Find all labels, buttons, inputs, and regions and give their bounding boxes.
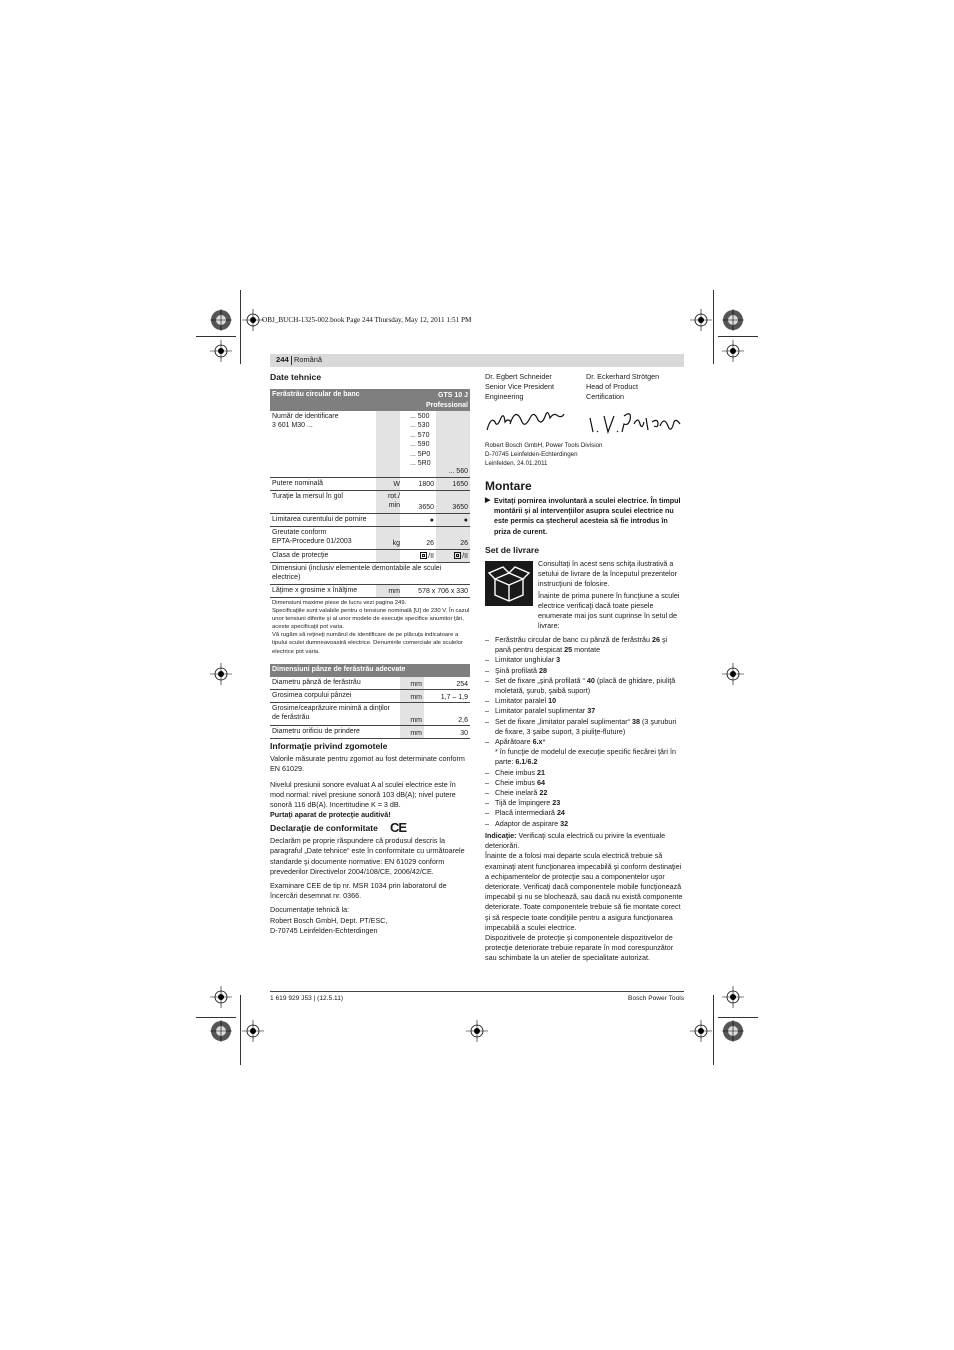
page-footer bbox=[270, 991, 684, 1002]
noise-paragraph: Nivelul presiunii sonore evaluat A al sculei electrice este în mod normal: nivel presiune sonoră 103 dB(A); nivel putere sonoră 116 dB(A). Incertitudine K = 3 dB. bbox=[270, 779, 456, 810]
list-item: – Placă intermediară 24 bbox=[485, 808, 684, 818]
trim-line bbox=[196, 1017, 236, 1018]
crosshair-mark bbox=[242, 1020, 264, 1042]
blade-dimension-value: 30 bbox=[460, 730, 468, 737]
spec-value: 3650 bbox=[452, 503, 468, 511]
signatory-1: Dr. Egbert Schneider Senior Vice President Engineering bbox=[485, 372, 554, 402]
mounting-heading: Montare bbox=[485, 479, 532, 493]
page-header bbox=[270, 354, 684, 367]
spec-row bbox=[270, 491, 470, 514]
spec-table bbox=[270, 389, 470, 656]
blade-dimension-label: Diametru pânză de ferăstrău bbox=[272, 679, 361, 686]
crosshair-mark bbox=[690, 309, 712, 331]
trim-line bbox=[718, 336, 758, 337]
header-language: Română bbox=[294, 355, 322, 364]
protection-class-icon bbox=[454, 552, 461, 559]
blade-dimension-row bbox=[270, 677, 470, 690]
spec-label: Limitarea curentului de pornire bbox=[272, 516, 367, 523]
unit-column-shade bbox=[376, 411, 400, 477]
registration-mark bbox=[722, 1020, 744, 1042]
spec-value: /II bbox=[428, 552, 434, 560]
spec-label: Dimensiuni (inclusiv elementele demontabile ale sculei electrice) bbox=[272, 565, 442, 582]
spec-label: Clasa de protecţie bbox=[272, 552, 329, 559]
blade-dimension-unit: mm bbox=[410, 681, 422, 688]
list-item: – Şină profilată 28 bbox=[485, 666, 684, 676]
spec-model: GTS 10 J Professional bbox=[425, 392, 468, 409]
crosshair-mark bbox=[210, 986, 232, 1008]
tech-data-heading: Date tehnice bbox=[270, 372, 322, 382]
registration-mark bbox=[210, 309, 232, 331]
spec-unit: mm bbox=[388, 587, 400, 595]
list-item: – Tijă de împingere 23 bbox=[485, 798, 684, 808]
page-number: 244 bbox=[276, 355, 289, 364]
trim-line bbox=[713, 290, 714, 364]
noise-section bbox=[270, 741, 470, 820]
conformity-section bbox=[270, 820, 470, 936]
delivery-set-heading: Set de livrare bbox=[485, 545, 539, 555]
spec-row bbox=[270, 527, 470, 550]
noise-paragraph: Valorile măsurate pentru zgomot au fost determinate conform EN 61029. bbox=[270, 754, 465, 774]
unit-column-shade bbox=[376, 514, 400, 526]
spec-label: Lăţime x grosime x înălţime bbox=[272, 587, 358, 594]
list-item: – Limitator paralel 10 bbox=[485, 696, 684, 706]
crosshair-mark bbox=[242, 309, 264, 331]
spec-note: Dimensiuni maxime piese de lucru vezi pagina 249. Specificaţiile sunt valabile pentru o tensiune nominală [U] de 230 V. În cazul unor tensiuni diferite şi al unor modele de execuţie specifice anumitor ţări, aceste specificaţii pot varia. Vă rugăm să reţineţi numărul de identificare de pe plăcuţa indicatoare a tipului sculei dumneavoastră electrice. Denumirile comerciale ale sculelor electrice pot varia. bbox=[272, 600, 470, 655]
spec-row bbox=[270, 478, 470, 491]
spec-value: 1650 bbox=[452, 480, 468, 488]
blade-dimension-row bbox=[270, 726, 470, 739]
list-item: – Cheie imbus 64 bbox=[485, 778, 684, 788]
trim-line bbox=[240, 290, 241, 364]
conformity-paragraph: Examinare CEE de tip nr. MSR 1034 prin laboratorul de încercări desemnat nr. 0366. bbox=[270, 881, 447, 901]
signatory-2: Dr. Eckerhard Strötgen Head of Product Certification bbox=[586, 372, 660, 402]
spec-value: 1800 bbox=[418, 480, 434, 488]
spec-unit: kg bbox=[392, 539, 400, 547]
crosshair-mark bbox=[690, 1020, 712, 1042]
crosshair-mark bbox=[722, 986, 744, 1008]
crosshair-mark bbox=[466, 1020, 488, 1042]
blade-dimension-value: 2,6 bbox=[458, 717, 468, 724]
conformity-paragraph: Documentaţie tehnică la: Robert Bosch GmbH, Dept. PT/ESC, D-70745 Leinfelden-Echterdingen bbox=[270, 905, 388, 935]
spec-row bbox=[270, 550, 470, 563]
spec-value: ● bbox=[429, 516, 434, 524]
blade-dimension-value: 1,7 – 1,9 bbox=[440, 694, 468, 701]
protection-class-icon bbox=[420, 552, 427, 559]
spec-label: Turaţie la mersul în gol bbox=[272, 493, 343, 500]
warning-arrow-icon: ▶ bbox=[485, 497, 491, 504]
spec-value: 3650 bbox=[418, 503, 434, 511]
delivery-list bbox=[485, 635, 684, 829]
noise-warning: Purtaţi aparat de protecţie auditivă! bbox=[270, 810, 391, 820]
spec-row bbox=[270, 563, 470, 585]
spec-unit: W bbox=[393, 480, 400, 488]
blade-dimensions-table bbox=[270, 664, 470, 739]
list-item: – Adaptor de aspirare 32 bbox=[485, 819, 684, 829]
spec-unit: rot./ min bbox=[387, 493, 400, 510]
spec-row bbox=[270, 411, 470, 478]
footer-brand: Bosch Power Tools bbox=[628, 995, 684, 1002]
header-divider bbox=[291, 356, 292, 365]
list-item: – Limitator paralel suplimentar 37 bbox=[485, 706, 684, 716]
spec-col-header: Ferăstrău circular de banc bbox=[272, 391, 360, 398]
crosshair-mark bbox=[722, 340, 744, 362]
company-address: Robert Bosch GmbH, Power Tools Division D-70745 Leinfelden-Echterdingen Leinfelden, 24.01.2011 bbox=[485, 442, 603, 468]
spec-value: 26 bbox=[460, 539, 468, 547]
unit-column-shade bbox=[376, 550, 400, 562]
crosshair-mark bbox=[210, 663, 232, 685]
blade-dimension-row bbox=[270, 690, 470, 703]
trim-line bbox=[718, 1017, 758, 1018]
list-item: – Limitator unghiular 3 bbox=[485, 655, 684, 665]
delivery-intro: Consultaţi în acest sens schiţa ilustrativă a setului de livrare de la începutul prezentelor instrucţiuni de folosire. Înainte de prima punere în funcţiune a sculei electrice verificaţi dacă toate piesele enumerate mai jos sunt cuprinse în setul de livrare: bbox=[538, 559, 680, 631]
spec-value bbox=[454, 552, 468, 561]
spec-label: Număr de identificare 3 601 M30 ... bbox=[272, 413, 339, 430]
trim-line bbox=[240, 995, 241, 1065]
spec-value bbox=[420, 552, 434, 561]
box-icon bbox=[485, 561, 533, 606]
crosshair-mark bbox=[210, 340, 232, 362]
conformity-paragraph: Declarăm pe proprie răspundere că produsul descris la paragraful „Date tehnice“ este în conformitate cu următoarele standarde şi documente normative: EN 61029 conform prevederilor Directivelor 2004/108/CE, 2006/42/CE. bbox=[270, 836, 465, 876]
trim-line bbox=[196, 336, 236, 337]
trim-line bbox=[713, 995, 714, 1065]
registration-mark bbox=[722, 309, 744, 331]
list-item: – Apărătoare 6.x* bbox=[485, 737, 684, 747]
blade-dimension-label: Grosime/ceaprăzuire minimă a dinţilor de ferăstrău bbox=[272, 705, 390, 722]
blade-dimension-unit: mm bbox=[410, 730, 422, 737]
print-slug: OBJ_BUCH-1325-002.book Page 244 Thursday, May 12, 2011 1:51 PM bbox=[262, 316, 472, 324]
list-item: – Cheie imbus 21 bbox=[485, 768, 684, 778]
list-item: * în funcţie de modelul de execuţie specific fiecărei ţări în parte: 6.1/6.2 bbox=[495, 747, 676, 767]
spec-label: Putere nominală bbox=[272, 480, 323, 487]
blade-dimension-row bbox=[270, 703, 470, 726]
spec-value: ... 560 bbox=[448, 467, 468, 475]
safety-warning: ▶ Evitaţi pornirea involuntară a sculei electrice. În timpul montării şi al intervenţiilor asupra sculei electrice nu este permis ca ştecherul acesteia să fie introdus în priza de curent. bbox=[485, 496, 681, 536]
spec-value: /II bbox=[462, 552, 468, 560]
blade-dimension-label: Diametru orificiu de prindere bbox=[272, 728, 360, 735]
signatures-icon bbox=[484, 406, 684, 436]
list-item: – Set de fixare „limitator paralel suplimentar“ 38 (3 şuruburi de fixare, 3 şaibe suport, 3 piuliţe-fluture) bbox=[485, 717, 684, 737]
blade-dimension-unit: mm bbox=[410, 694, 422, 701]
conformity-heading: Declaraţie de conformitate bbox=[270, 823, 378, 833]
spec-value: ... 500 ... 530 ... 570 ... 590 ... 5P0 ... 5R0 bbox=[410, 413, 431, 468]
registration-mark bbox=[210, 1020, 232, 1042]
blade-dimension-label: Grosimea corpului pânzei bbox=[272, 692, 352, 699]
blade-dimension-value: 254 bbox=[456, 681, 468, 688]
spec-value: ● bbox=[463, 516, 468, 524]
spec-value: 578 x 706 x 330 bbox=[418, 587, 468, 595]
spec-row bbox=[270, 514, 470, 527]
list-item: – Cheie inelară 22 bbox=[485, 788, 684, 798]
footer-doc-number: 1 619 929 J53 | (12.5.11) bbox=[270, 995, 344, 1002]
list-item: – Ferăstrău circular de banc cu pânză de ferăstrău 26 şi pană pentru despicat 25 montate bbox=[485, 635, 684, 655]
spec-label: Greutate conform EPTA-Procedure 01/2003 bbox=[272, 529, 352, 546]
noise-heading: Informaţie privind zgomotele bbox=[270, 741, 388, 751]
blade-dimensions-header: Dimensiuni pânze de ferăstrău adecvate bbox=[270, 664, 470, 677]
crosshair-mark bbox=[722, 663, 744, 685]
ce-mark-icon: CE bbox=[389, 820, 406, 835]
spec-table-header bbox=[270, 389, 470, 411]
blade-dimension-unit: mm bbox=[410, 717, 422, 724]
spec-value: 26 bbox=[426, 539, 434, 547]
spec-row bbox=[270, 585, 470, 598]
inspection-note: Indicaţie: Verificaţi scula electrică cu privire la eventuale deteriorări. Înainte de a folosi mai departe scula electrică trebuie să examinaţi atent funcţionarea impecabilă şi conform destinaţiei a echipamentelor de protecţie sau a componentelor uşor deteriorate. Verificaţi dacă componentele mobile funcţionează impecabil şi nu se blochează, sau dacă nu există componente deteriorate. Toate componentele trebuie să fie montate corect şi să respecte toate condiţiile pentru a asigura funcţionarea impecabilă a sculei electrice. Dispozitivele de protecţie şi componentele dispozitivelor de protecţie deteriorate trebuie reparate în mod corespunzător sau schimbate la un atelier de specialitate autorizat. bbox=[485, 831, 683, 963]
list-item: – Set de fixare „şină profilată “ 40 (placă de ghidare, piuliţă moletată, şurub, şaibă suport) bbox=[485, 676, 684, 696]
